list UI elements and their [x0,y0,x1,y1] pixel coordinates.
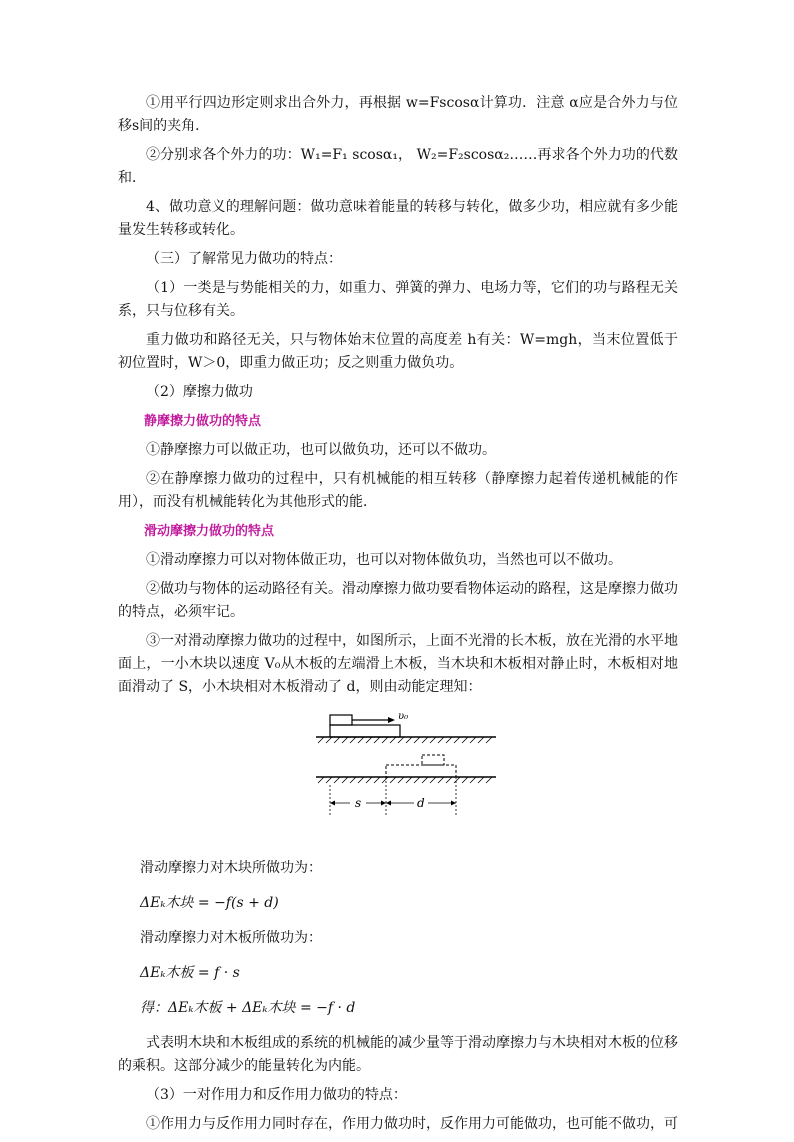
paragraph: 滑动摩擦力对木板所做功为： [140,930,322,946]
document-body [118,92,678,1142]
section-heading: 滑动摩擦力做功的特点 [144,524,275,539]
paragraph: ①静摩擦力可以做正功，也可以做负功，还可以不做功。 [146,442,496,458]
paragraph: 式表明木块和木板组成的系统的机械能的减少量等于滑动摩擦力与木块相对木板的位移的乘积。这部分减少的能量转化为内能。 [118,1035,678,1074]
d-label: d [417,796,425,810]
small-block-final [422,755,444,765]
long-board-final [386,765,456,777]
friction-diagram [316,709,502,827]
formula: ΔEₖ木块 = −f(s + d) [140,895,279,911]
paragraph: ②在静摩擦力做功的过程中，只有机械能的相互转移（静摩擦力起着传递机械能的作用），而没有机械能转化为其他形式的能． [118,471,678,510]
long-board [330,725,400,737]
paragraph: 重力做功和路径无关，只与物体始末位置的高度差 h有关：W=mgh，当末位置低于初位置时，W＞0，即重力做正功；反之则重力做负功。 [118,332,678,371]
paragraph: （2）摩擦力做功 [146,384,253,400]
top-scene [316,711,496,743]
bottom-scene [316,755,496,815]
velocity-label: υ₀ [398,711,409,722]
paragraph: ②做功与物体的运动路径有关。滑动摩擦力做功要看物体运动的路程，这是摩擦力做功的特点，必须牢记。 [118,581,678,620]
formula: 得：ΔEₖ木板 + ΔEₖ木块 = −f · d [140,1000,356,1016]
paragraph: ①滑动摩擦力可以对物体做正功，也可以对物体做负功，当然也可以不做功。 [146,552,622,568]
formula: ΔEₖ木板 = f · s [140,965,240,981]
paragraph: ②分别求各个外力的功：W₁=F₁ scosα₁， W₂=F₂scosα₂……再求各个外力功的代数和． [118,147,678,186]
paragraph: ①用平行四边形定则求出合外力，再根据 w=Fscosα计算功．注意 α应是合外力与位移s间的夹角． [118,95,678,134]
paragraph: ①作用力与反作用力同时存在，作用力做功时，反作用力可能做功，也可能不做功，可 [146,1116,678,1132]
small-block [330,715,352,725]
paragraph: ③一对滑动摩擦力做功的过程中，如图所示，上面不光滑的长木板，放在光滑的水平地面上，一小木块以速度 V₀从木板的左端滑上木板，当木块和木板相对静止时，木板相对地面滑动了 S，小木块相对木板滑动了 d，则由动能定理知： [118,633,678,695]
paragraph: 4、做功意义的理解问题：做功意味着能量的转移与转化，做多少功，相应就有多少能量发生转移或转化。 [118,199,678,238]
paragraph: （1）一类是与势能相关的力，如重力、弹簧的弹力、电场力等，它们的功与路程无关系，只与位移有关。 [118,280,678,319]
paragraph: （三）了解常见力做功的特点： [146,251,342,267]
paragraph: （3）一对作用力和反作用力做功的特点： [146,1087,407,1103]
section-heading: 静摩擦力做功的特点 [144,414,262,429]
paragraph: 滑动摩擦力对木块所做功为： [140,860,322,876]
s-label: s [355,796,362,810]
